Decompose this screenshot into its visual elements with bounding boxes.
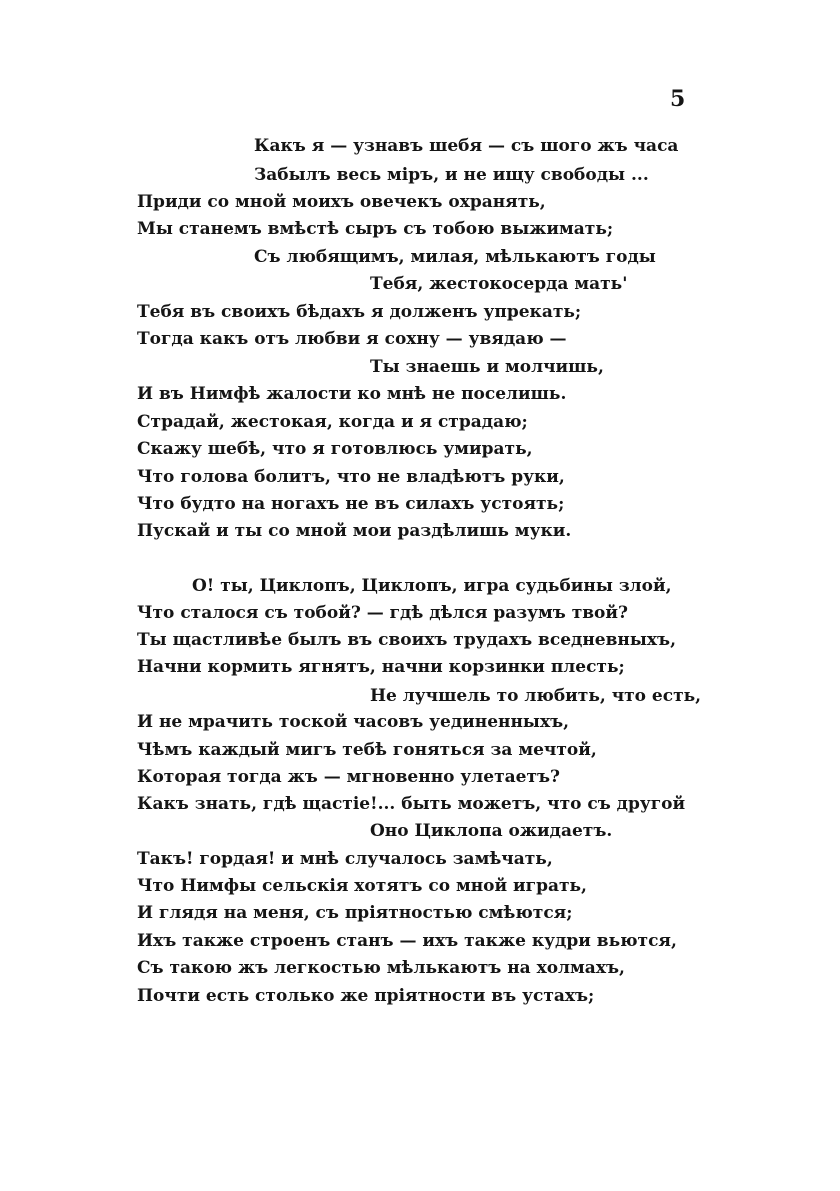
poem-line: Оно Циклопа ожидаетъ. xyxy=(370,821,613,841)
page-number: 5 xyxy=(670,86,686,112)
poem-line: Начни кормить ягнятъ, начни корзинки плесть; xyxy=(137,657,625,677)
poem-line: Тебя, жестокосерда мать' xyxy=(370,274,628,294)
poem-line: Приди со мной моихъ овечекъ охранять, xyxy=(137,192,546,212)
poem-line: Ихъ также строенъ станъ — ихъ также кудри вьются, xyxy=(137,931,677,951)
poem-line: Пускай и ты со мной мои раздѣлишь муки. xyxy=(137,521,572,541)
poem-line: Что сталося съ тобой? — гдѣ дѣлся разумъ твой? xyxy=(137,603,628,623)
poem-line: Какъ я — узнавъ шебя — съ шого жъ часа xyxy=(254,136,679,156)
poem-line: Страдай, жестокая, когда и я страдаю; xyxy=(137,412,528,432)
poem-line: Что голова болитъ, что не владѣютъ руки, xyxy=(137,467,565,487)
poem-line: Чѣмъ каждый мигъ тебѣ гоняться за мечтой, xyxy=(137,740,597,760)
poem-line: Не лучшель то любить, что есть, xyxy=(370,686,702,706)
poem-line: И въ Нимфѣ жалости ко мнѣ не поселишь. xyxy=(137,384,567,404)
poem-line: О! ты, Циклопъ, Циклопъ, игра судьбины злой, xyxy=(192,576,672,596)
poem-line: Мы станемъ вмѣстѣ сыръ съ тобою выжимать; xyxy=(137,219,614,239)
poem-line: Ты щастливѣе былъ въ своихъ трудахъ вседневныхъ, xyxy=(137,630,677,650)
poem-line: Тебя въ своихъ бѣдахъ я долженъ упрекать; xyxy=(137,302,582,322)
poem-line: Такъ! гордая! и мнѣ случалось замѣчать, xyxy=(137,849,553,869)
poem-line: Которая тогда жъ — мгновенно улетаетъ? xyxy=(137,767,560,787)
poem-line: Что Нимфы сельскія хотятъ со мной играть, xyxy=(137,876,587,896)
poem-line: И не мрачить тоской часовъ уединенныхъ, xyxy=(137,712,570,732)
poem-line: Какъ знать, гдѣ щастіе!... быть можетъ, что съ другой xyxy=(137,794,686,814)
poem-line: Съ любящимъ, милая, мѣлькаютъ годы xyxy=(254,247,656,267)
poem-line: Скажу шебѣ, что я готовлюсь умирать, xyxy=(137,439,533,459)
poem-line: Тогда какъ отъ любви я сохну — увядаю — xyxy=(137,329,567,349)
poem-line: И глядя на меня, съ пріятностью смѣются; xyxy=(137,903,573,923)
poem-line: Почти есть столько же пріятности въ устахъ; xyxy=(137,986,595,1006)
poem-line: Съ такою жъ легкостью мѣлькаютъ на холмахъ, xyxy=(137,958,625,978)
poem-line: Забылъ весь міръ, и не ищу свободы ... xyxy=(254,165,649,185)
poem-line: Ты знаешь и молчишь, xyxy=(370,357,604,377)
poem-line: Что будто на ногахъ не въ силахъ устоять; xyxy=(137,494,565,514)
